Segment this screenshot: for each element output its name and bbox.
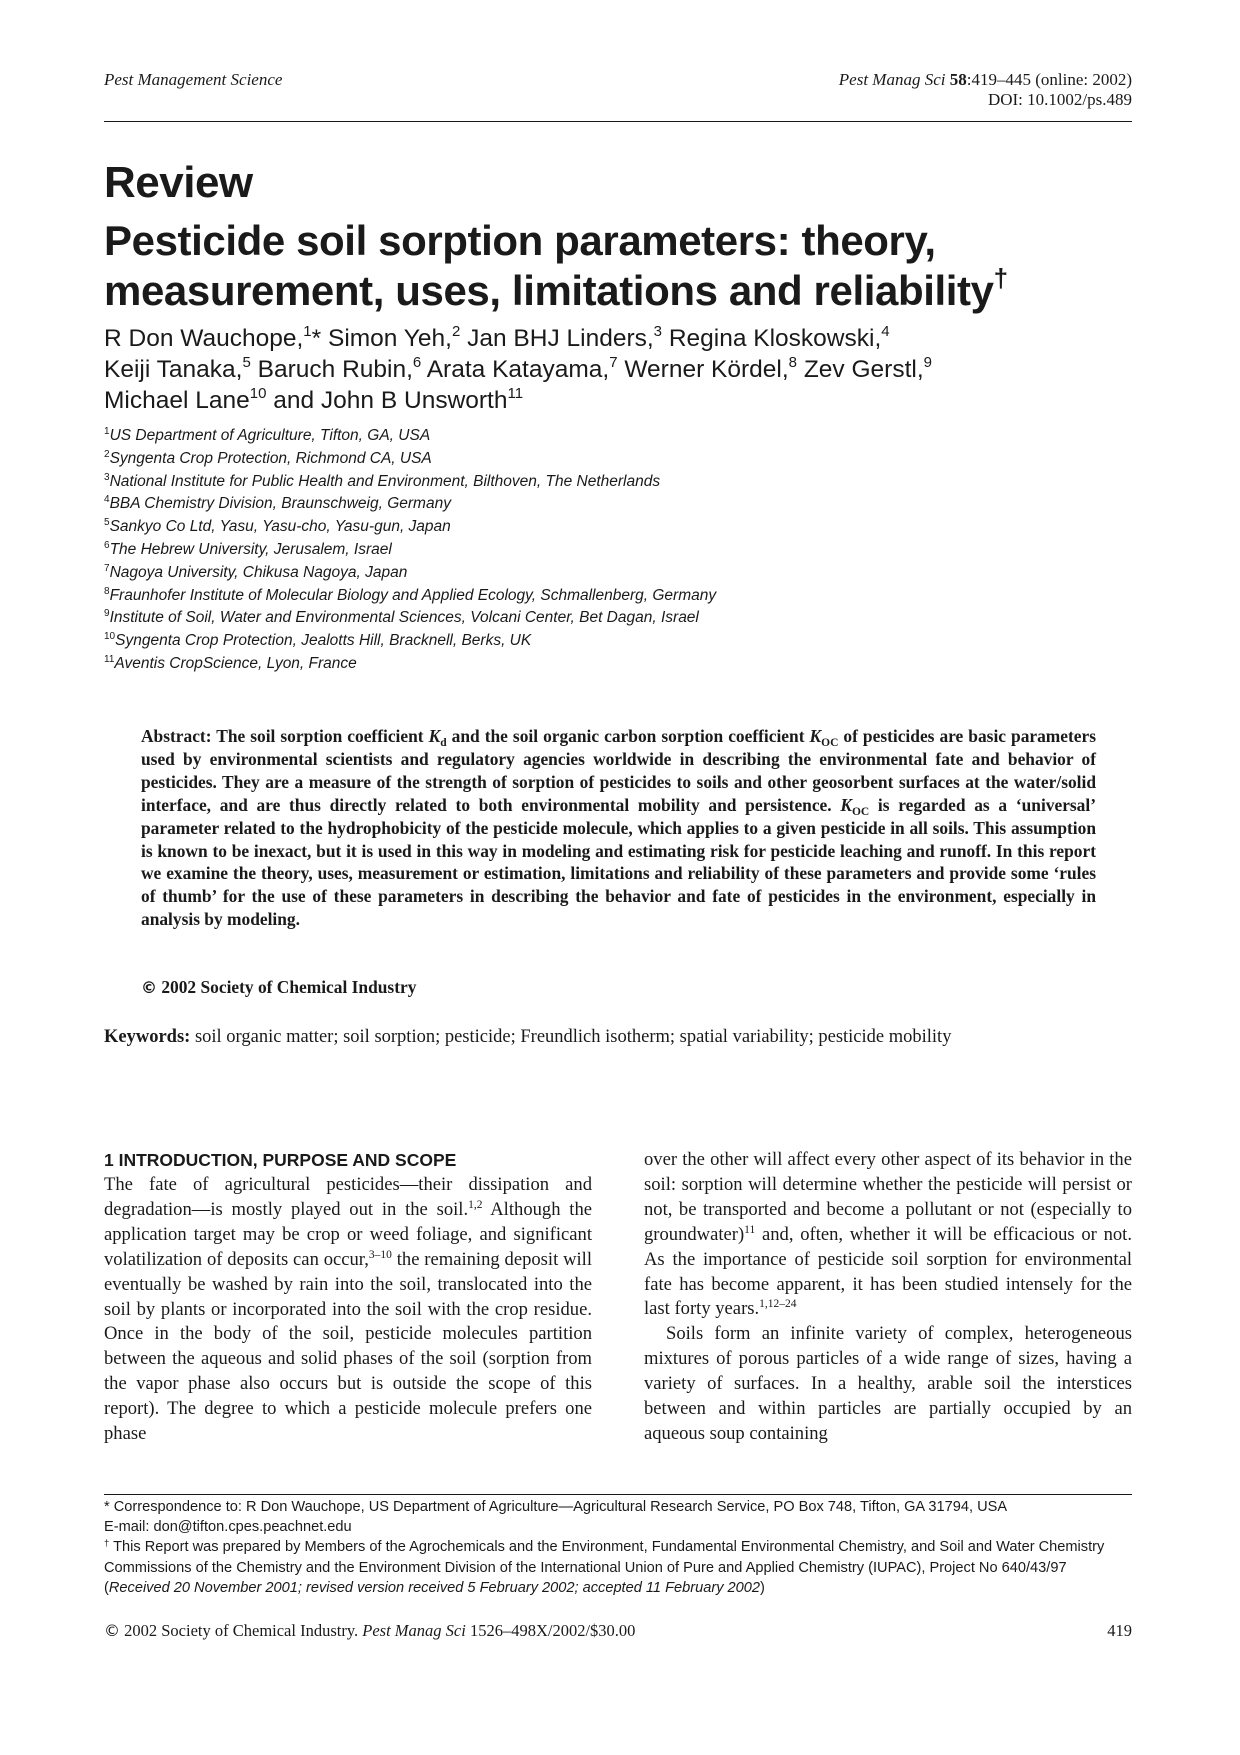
body-column-right — [644, 1148, 1132, 1447]
author-line-3 — [104, 385, 1144, 416]
title-line-2-text: measurement, uses, limitations and reliability — [104, 267, 994, 314]
author-affil: 11 — [507, 385, 524, 402]
footer-text: 2002 Society of Chemical Industry. — [120, 1621, 363, 1640]
author: Arata Katayama, — [426, 356, 610, 383]
body-text: The fate of agricultural pesticides—their dissipation and degradation—is mostly played out in the soil. — [104, 1174, 592, 1220]
author-affil: 8 — [788, 354, 798, 371]
abstract — [141, 725, 1096, 931]
body-paragraph — [644, 1148, 1132, 1322]
corresponding-mark: * — [311, 325, 322, 352]
symbol-k: K — [840, 794, 852, 815]
abstract-text: The soil sorption coefficient — [211, 726, 429, 746]
affiliation-text: Aventis CropScience, Lyon, France — [114, 654, 357, 672]
article-type-label: Review — [104, 158, 253, 207]
paren: ) — [760, 1579, 765, 1596]
affiliation-text: Fraunhofer Institute of Molecular Biology and Applied Ecology, Schmallenberg, Germany — [109, 586, 717, 604]
author-affil: 3 — [653, 323, 663, 340]
correspondence-text: Correspondence to: R Don Wauchope, US Department of Agriculture—Agricultural Research Service, PO Box 748, Tifton, GA 31794, USA — [109, 1499, 1008, 1515]
body-paragraph: Soils form an infinite variety of complex, heterogeneous mixtures of porous particles of a wide range of sizes, having a variety of surfaces. In a healthy, arable soil the interstices between and within particles are partially occupied by an aqueous soup containing — [644, 1323, 1132, 1444]
affiliation — [104, 630, 1144, 653]
title-line-1: Pesticide soil sorption parameters: theory, — [104, 217, 936, 264]
body-text: over the other will affect every other aspect of its behavior in the soil: sorption will determine whether the pesticide will persist or not, be transported and become a pollutant or not (especially to groundwater) — [644, 1149, 1132, 1245]
author-line-2 — [104, 354, 1144, 385]
citation-journal: Pest Manag Sci — [838, 70, 946, 89]
doi: DOI: 10.1002/ps.489 — [987, 90, 1132, 109]
citation-line — [839, 70, 1132, 90]
section-heading: 1 INTRODUCTION, PURPOSE AND SCOPE — [104, 1150, 457, 1170]
affiliation — [104, 539, 1144, 562]
copyright-text: 2002 Society of Chemical Industry — [157, 977, 417, 997]
correspondence-note — [104, 1497, 1132, 1517]
body-column-left — [104, 1148, 592, 1447]
affiliation-text: US Department of Agriculture, Tifton, GA, USA — [109, 427, 431, 444]
affiliation — [104, 653, 1144, 676]
affiliation-number: 4 — [104, 494, 110, 506]
author: Baruch Rubin, — [257, 356, 413, 383]
abstract-text: is regarded as a ‘universal’ parameter related to the hydrophobicity of the pesticide molecule, which applies to a given pesticide in all soils. This assumption is known to be inexact, but it is used in this way in modeling and estimating risk for pesticide leaching and runoff. In this report we examine the theory, uses, measurement or estimation, limitations and reliability of these parameters and provide some ‘rules of thumb’ for the use of these parameters in describing the behavior and fate of pesticides in the environment, especially in analysis by modeling. — [141, 794, 1097, 930]
footer-journal: Pest Manag Sci — [362, 1621, 466, 1640]
author-affil: 5 — [242, 354, 251, 371]
author: Regina Kloskowski, — [668, 325, 882, 352]
affiliation-text: National Institute for Public Health and Environment, Bilthoven, The Netherlands — [109, 472, 661, 490]
affiliation-number: 7 — [104, 562, 110, 574]
author-affil: 2 — [451, 323, 461, 340]
title-line-2 — [104, 263, 1144, 316]
abstract-copyright — [141, 977, 416, 998]
body-text: Although the application target may be crop or weed foliage, and significant volatilization of deposits can occur, — [104, 1198, 593, 1270]
affiliation-text: Syngenta Crop Protection, Richmond CA, USA — [109, 449, 432, 467]
running-head — [104, 70, 1132, 126]
abstract-text: of pesticides are basic parameters used by environmental scientists and regulatory agencies worldwide in describing the environmental fate and behavior of pesticides. They are a measure of the strength of sorption of pesticides to soils and other geosorbent surfaces at the water/solid interface, and are thus directly related to both environmental mobility and persistence. — [141, 726, 1097, 815]
symbol-k: K — [809, 726, 822, 746]
symbol-sub: OC — [851, 805, 870, 818]
journal-name: Pest Management Science — [104, 70, 283, 89]
paren: ( — [104, 1579, 109, 1596]
affiliation-number: 6 — [104, 539, 110, 551]
author-affil: 4 — [881, 323, 890, 340]
affiliation-number: 9 — [104, 608, 110, 620]
affiliation-number: 2 — [104, 448, 110, 460]
author: Jan BHJ Linders, — [467, 325, 654, 352]
dagger-mark: † — [104, 1538, 110, 1550]
abstract-text: and the soil organic carbon sorption coefficient — [446, 726, 810, 746]
report-text: This Report was prepared by Members of the Agrochemicals and the Environment, Fundamental Environmental Chemistry, and Soil and Water Chemistry Commissions of the Chemistry and the Environment Division of the International Union of Pure and Applied Chemistry (IUPAC), Project No 640/43/97 — [104, 1539, 1105, 1576]
affiliation — [104, 448, 1144, 471]
author: R Don Wauchope, — [104, 325, 304, 352]
affiliation — [104, 493, 1144, 516]
body-text: and, often, whether it will be efficacious or not. As the importance of pesticide soil sorption for environmental fate has become apparent, it has been studied intensely for the last forty years. — [644, 1223, 1132, 1320]
affiliation — [104, 471, 1144, 494]
affiliation-text: Nagoya University, Chikusa Nagoya, Japan — [109, 563, 408, 581]
author: Simon Yeh, — [327, 325, 452, 352]
affiliation-text: Institute of Soil, Water and Environmental Sciences, Volcani Center, Bet Dagan, Israel — [109, 609, 699, 627]
received-text: Received 20 November 2001; revised version received 5 February 2002; accepted 11 February 2002 — [108, 1579, 761, 1596]
citation-volume: 58 — [949, 70, 967, 89]
page-footer — [104, 1621, 1132, 1645]
abstract-label: Abstract: — [141, 726, 212, 746]
affiliation-text: Syngenta Crop Protection, Jealotts Hill, Bracknell, Berks, UK — [115, 632, 532, 650]
footnote-rule — [104, 1494, 1132, 1495]
author-affil: 6 — [412, 354, 422, 371]
citation-block — [839, 70, 1132, 110]
affiliation-text: The Hebrew University, Jerusalem, Israel — [109, 540, 392, 558]
symbol-sub: d — [440, 737, 447, 749]
citation-ref: 11 — [744, 1223, 756, 1236]
keywords-text: soil organic matter; soil sorption; pesticide; Freundlich isotherm; spatial variability; pesticide mobility — [190, 1027, 952, 1047]
author-affil: 7 — [609, 354, 618, 371]
affiliation-number: 3 — [104, 471, 110, 483]
header-rule — [104, 121, 1132, 122]
keywords — [104, 1027, 1144, 1048]
copyright-symbol: © — [141, 978, 157, 997]
affiliation — [104, 425, 1144, 448]
affiliation — [104, 585, 1144, 608]
author: and John B Unsworth — [273, 387, 508, 414]
author: Werner Kördel, — [624, 356, 789, 383]
affiliation — [104, 516, 1144, 539]
affiliation-number: 8 — [104, 585, 110, 597]
article-title — [104, 216, 1144, 316]
author: Zev Gerstl, — [803, 356, 924, 383]
citation-ref: 1,2 — [468, 1198, 483, 1211]
email: E-mail: don@tifton.cpes.peachnet.edu — [104, 1519, 352, 1536]
author-affil: 1 — [303, 323, 312, 340]
author: Keiji Tanaka, — [104, 356, 243, 383]
affiliation — [104, 607, 1144, 630]
citation-ref: 3–10 — [368, 1248, 392, 1261]
author-affil: 10 — [249, 385, 267, 402]
affiliation-text: BBA Chemistry Division, Braunschweig, Germany — [109, 495, 451, 513]
footnotes — [104, 1497, 1132, 1598]
title-dagger: † — [993, 263, 1008, 293]
citation-ref: 1,12–24 — [759, 1298, 797, 1311]
author-affil: 9 — [923, 354, 932, 371]
copyright-symbol: © — [104, 1621, 120, 1640]
symbol-sub: OC — [821, 737, 839, 749]
report-note — [104, 1537, 1132, 1577]
author: Michael Lane — [104, 387, 250, 414]
affiliation — [104, 562, 1144, 585]
affiliation-number: 5 — [104, 517, 110, 529]
corresponding-mark: * — [104, 1499, 110, 1515]
footer-text: 1526–498X/2002/$30.00 — [465, 1621, 636, 1640]
affiliation-list — [104, 425, 1144, 676]
body-text: the remaining deposit will eventually be washed by rain into the soil, translocated into the soil by plants or incorporated into the soil with the crop residue. Once in the body of the soil, pesticide molecules partition between the aqueous and solid phases of the soil (sorption from the vapor phase also occurs but is outside the scope of this report). The degree to which a pesticide molecule prefers one phase — [104, 1248, 592, 1445]
author-line-1 — [104, 323, 1144, 354]
citation-pages: :419–445 (online: 2002) — [966, 70, 1132, 89]
affiliation-number: 11 — [104, 653, 115, 665]
author-list — [104, 323, 1144, 416]
symbol-k: K — [428, 726, 441, 746]
affiliation-number: 10 — [104, 631, 116, 643]
keywords-label: Keywords: — [104, 1027, 191, 1047]
received-dates — [104, 1578, 1132, 1598]
footer-copyright — [104, 1621, 635, 1641]
affiliation-number: 1 — [104, 426, 110, 437]
affiliation-text: Sankyo Co Ltd, Yasu, Yasu-cho, Yasu-gun, Japan — [109, 518, 451, 536]
page-number: 419 — [1107, 1621, 1132, 1640]
body-paragraph — [104, 1173, 592, 1447]
